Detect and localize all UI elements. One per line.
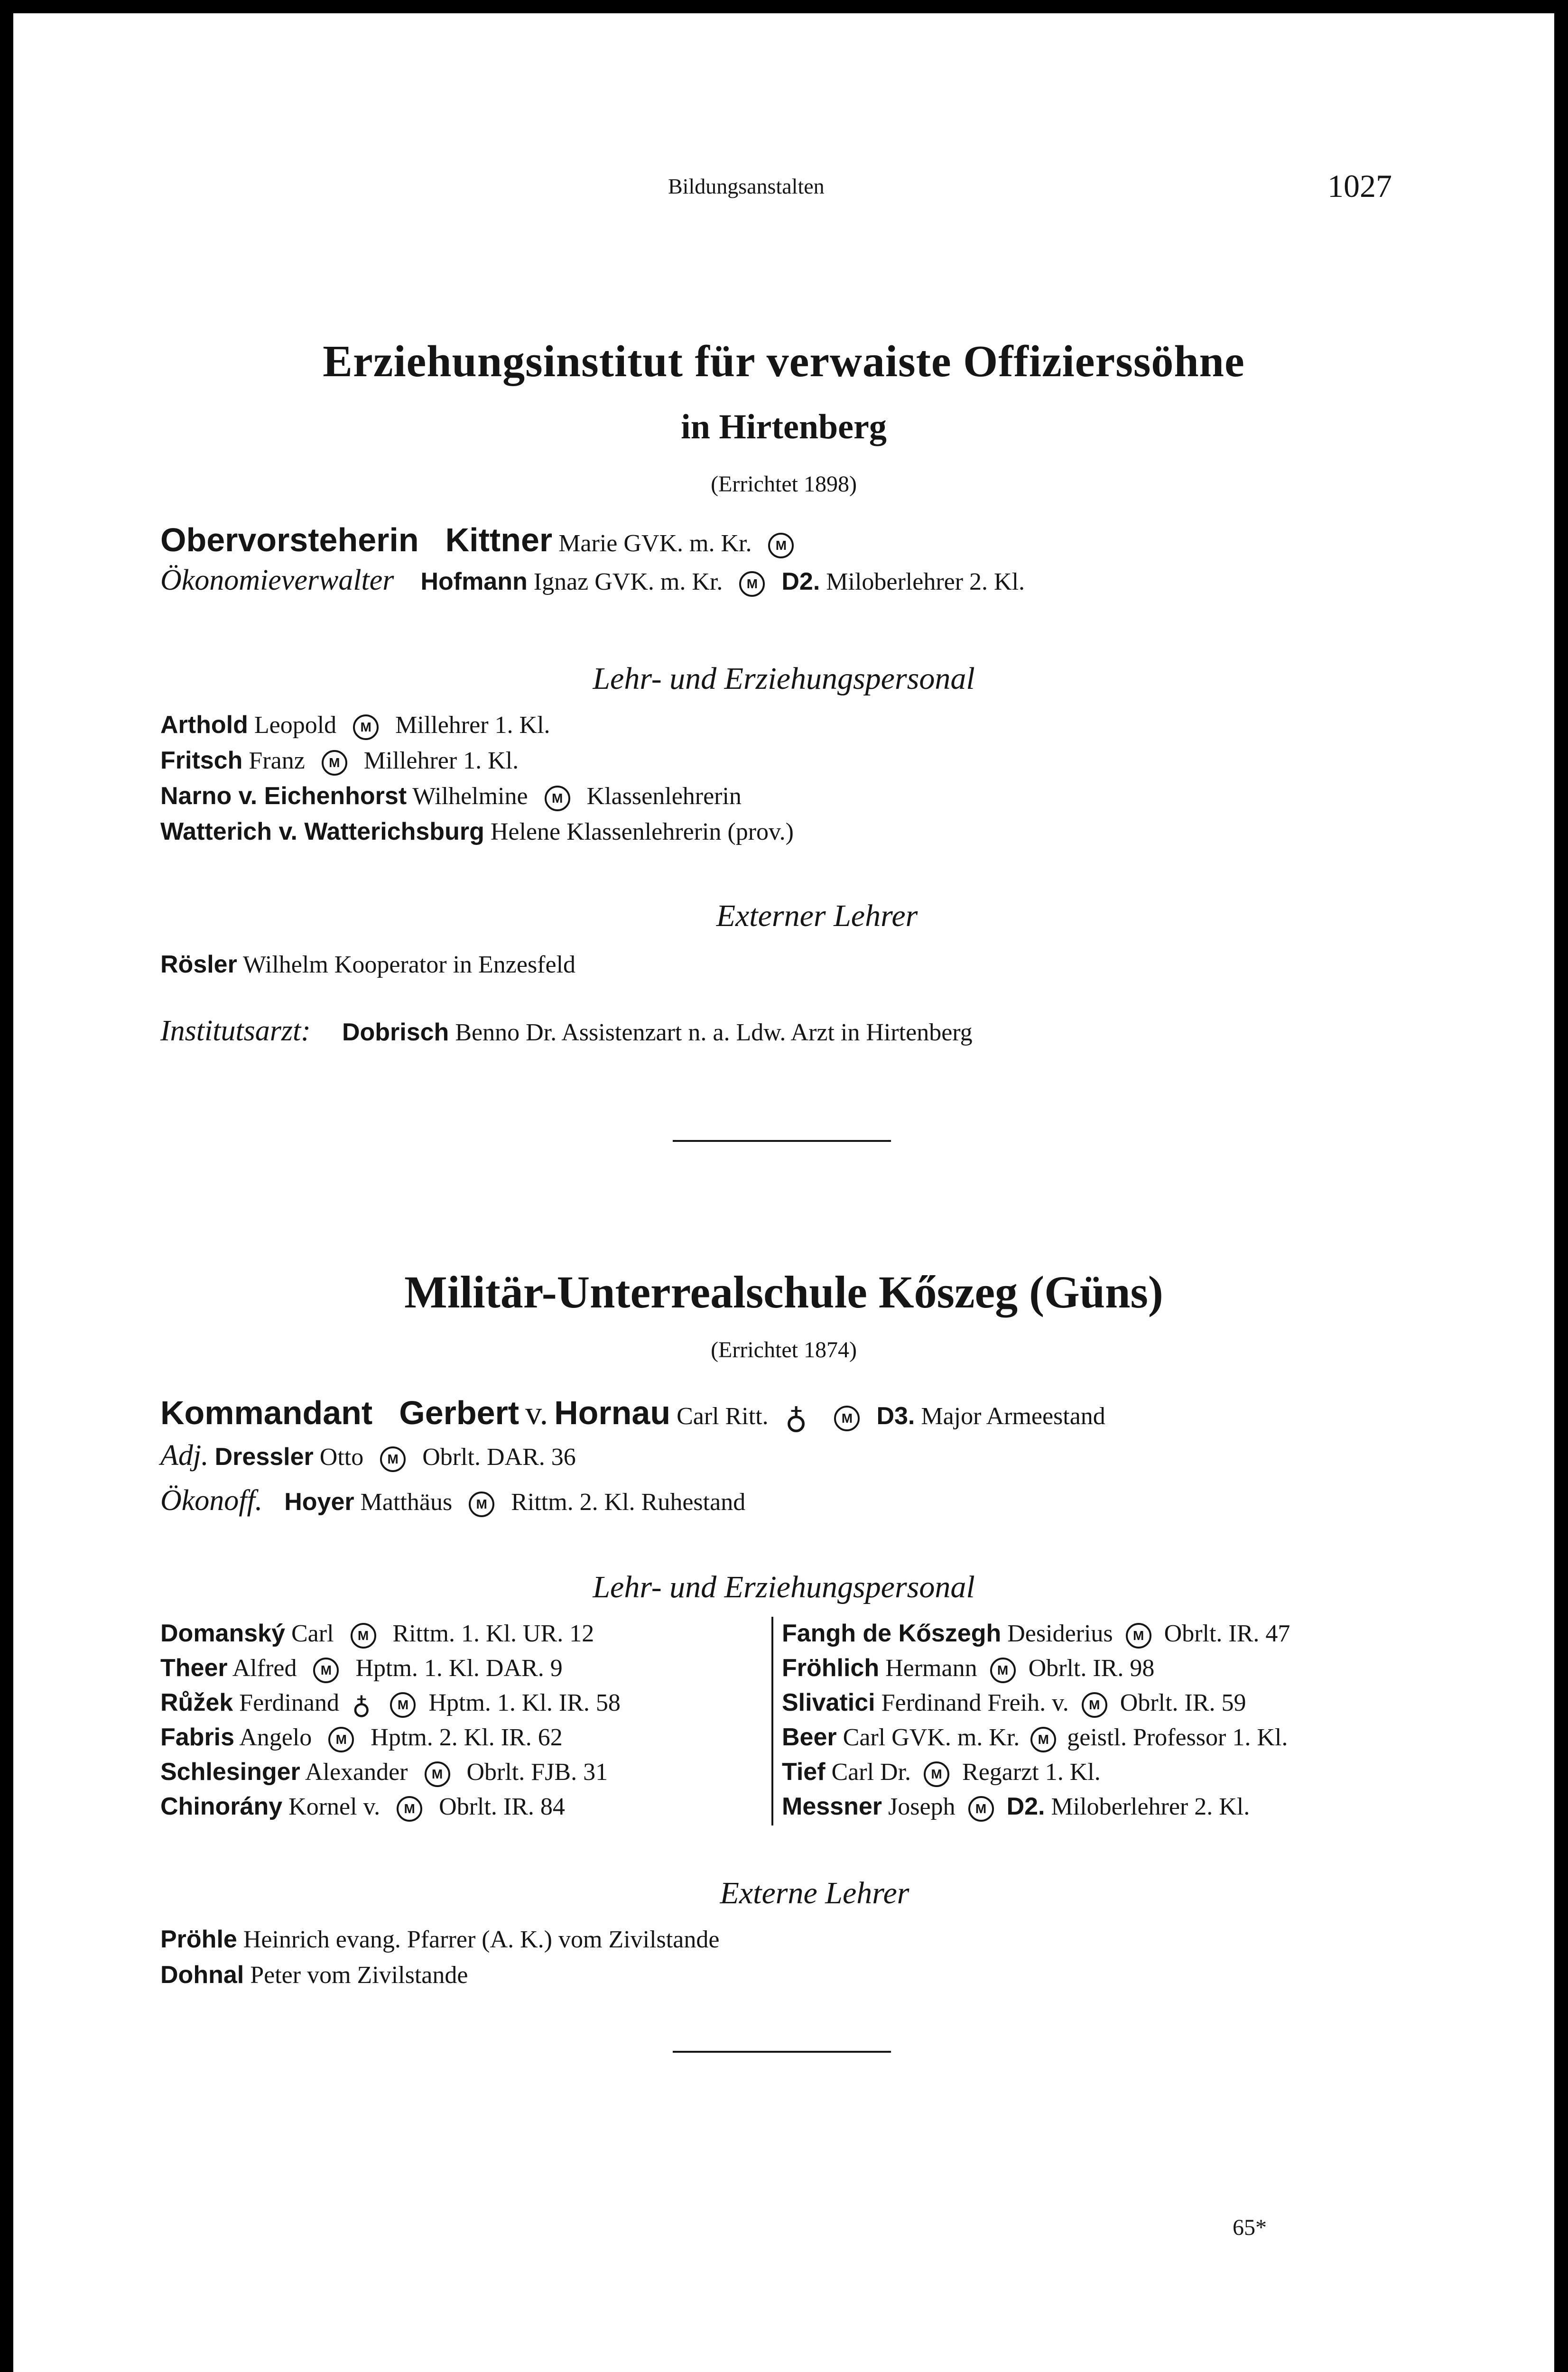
staff-surname: Růžek <box>160 1689 233 1716</box>
adjutant-role: Adj. <box>160 1439 209 1472</box>
staff-details: Obrlt. IR. 47 <box>1164 1620 1290 1647</box>
column-divider <box>771 1617 773 1825</box>
medal-badge-icon: M <box>351 1623 376 1649</box>
medal-badge-icon: M <box>390 1692 416 1718</box>
staff-given: Carl <box>291 1620 334 1647</box>
staff-surname: Fritsch <box>160 747 243 774</box>
staff-surname: Domanský <box>160 1620 285 1647</box>
okonoff-given: Matthäus <box>360 1489 453 1516</box>
staff-details: Rittm. 1. Kl. UR. 12 <box>392 1620 594 1647</box>
staff-surname: Arthold <box>160 711 248 739</box>
staff-details: geistl. Professor 1. Kl. <box>1067 1724 1288 1751</box>
school-founded: (Errichtet 1874) <box>711 1337 857 1362</box>
medal-badge-icon: M <box>924 1761 949 1787</box>
staff-entry <box>160 782 742 811</box>
external-details: Wilhelm Kooperator in Enzesfeld <box>242 951 576 978</box>
institute-title: Erziehungsinstitut für verwaiste Offizierssöhne <box>323 337 1245 386</box>
staff-details: Obrlt. IR. 84 <box>439 1793 565 1820</box>
staff-given: Franz <box>249 747 305 774</box>
staff-given: Alfred <box>232 1655 297 1682</box>
staff-given: Angelo <box>239 1724 312 1751</box>
staff-details: Hptm. 1. Kl. IR. 58 <box>428 1689 621 1716</box>
staff-details: Obrlt. IR. 59 <box>1120 1689 1246 1716</box>
head-details: Marie GVK. m. Kr. <box>558 530 752 557</box>
staff-entry <box>782 1723 1288 1752</box>
doctor-details: Benno Dr. Assistenzart n. a. Ldw. Arzt in Hirtenberg <box>455 1019 973 1046</box>
okonoff-surname: Hoyer <box>284 1488 354 1516</box>
staff-given: Carl Dr. <box>831 1759 911 1786</box>
staff-details: Miloberlehrer 2. Kl. <box>1051 1793 1250 1820</box>
staff-details: Hptm. 1. Kl. DAR. 9 <box>355 1655 563 1682</box>
staff-entry <box>782 1758 1101 1787</box>
staff-given: Helene <box>490 818 561 845</box>
staff-given: Hermann <box>885 1655 977 1682</box>
doctor-role: Institutsarzt: <box>160 1015 311 1047</box>
adjutant-details: Obrlt. DAR. 36 <box>422 1444 576 1471</box>
staff-surname: Fabris <box>160 1723 235 1751</box>
staff-entry <box>160 817 794 846</box>
staff-details: Obrlt. IR. 98 <box>1028 1655 1155 1682</box>
medal-badge-icon: M <box>425 1761 450 1787</box>
admin-given: Ignaz GVK. m. Kr. <box>533 568 723 595</box>
staff-grade: D2. <box>1006 1793 1045 1820</box>
external-entry <box>160 1925 719 1954</box>
orden-icon: ♁ <box>785 1401 807 1436</box>
staff-heading: Lehr- und Erziehungspersonal <box>593 661 975 696</box>
staff-entry <box>160 1654 563 1683</box>
external-surname: Dohnal <box>160 1961 244 1989</box>
medal-badge-icon: M <box>739 571 765 597</box>
medal-badge-icon: M <box>968 1796 994 1822</box>
medal-badge-icon: M <box>313 1658 339 1683</box>
staff-details: Klassenlehrerin (prov.) <box>566 818 794 845</box>
staff-given: Ferdinand <box>239 1689 339 1716</box>
external-entry <box>160 1961 468 1989</box>
medal-badge-icon: M <box>469 1492 494 1517</box>
staff-surname: Theer <box>160 1654 228 1682</box>
staff-entry <box>160 746 519 776</box>
adjutant-entry <box>160 1439 576 1473</box>
medal-badge-icon: M <box>1082 1692 1107 1718</box>
signature-mark: 65* <box>1233 2215 1267 2240</box>
external-surname: Pröhle <box>160 1926 237 1953</box>
admin-surname: Hofmann <box>420 568 528 595</box>
medal-badge-icon: M <box>397 1796 422 1822</box>
staff-given: Alexander <box>305 1759 408 1786</box>
medal-badge-icon: M <box>545 786 570 811</box>
medal-badge-icon: M <box>322 750 347 776</box>
staff-surname: Fröhlich <box>782 1654 880 1682</box>
medal-badge-icon: M <box>328 1727 354 1752</box>
page-number: 1027 <box>1327 168 1392 204</box>
commander-surname-2: Hornau <box>554 1394 671 1431</box>
staff-entry <box>782 1619 1290 1649</box>
staff-details: Regarzt 1. Kl. <box>962 1759 1101 1786</box>
medal-badge-icon: M <box>834 1406 860 1431</box>
staff-surname: Watterich v. Watterichsburg <box>160 818 484 845</box>
staff-surname: Schlesinger <box>160 1758 300 1786</box>
orden-icon: ♁ <box>352 1691 371 1720</box>
medal-badge-icon: M <box>1030 1727 1056 1752</box>
commander-role: Kommandant <box>160 1394 373 1431</box>
staff-entry <box>160 1792 565 1822</box>
external-heading: Externe Lehrer <box>720 1876 909 1910</box>
document-page <box>13 13 1554 2372</box>
medal-badge-icon: M <box>380 1446 406 1472</box>
staff-surname: Fangh de Kőszegh <box>782 1620 1002 1647</box>
staff-details: Obrlt. FJB. 31 <box>466 1759 608 1786</box>
staff-details: Millehrer 1. Kl. <box>395 712 550 739</box>
staff-entry <box>782 1792 1250 1822</box>
commander-details: Major Armeestand <box>921 1403 1105 1430</box>
running-title: Bildungsanstalten <box>668 174 825 198</box>
staff-given: Kornel v. <box>288 1793 380 1820</box>
staff-surname: Messner <box>782 1793 882 1820</box>
commander-given: Carl Ritt. <box>677 1403 769 1430</box>
institute-location: in Hirtenberg <box>681 408 887 446</box>
staff-details: Hptm. 2. Kl. IR. 62 <box>371 1724 563 1751</box>
commander-particle: v. <box>525 1395 548 1432</box>
head-entry <box>160 521 804 559</box>
staff-surname: Slivatici <box>782 1689 875 1716</box>
okonoff-role: Ökonoff. <box>160 1484 263 1517</box>
staff-given: Leopold <box>254 712 337 739</box>
admin-role: Ökonomieverwalter <box>160 564 394 596</box>
medal-badge-icon: M <box>768 533 794 558</box>
head-surname: Kittner <box>445 521 553 558</box>
adjutant-surname: Dressler <box>214 1443 314 1471</box>
external-entry <box>160 950 575 979</box>
commander-grade: D3. <box>876 1402 915 1430</box>
doctor-surname: Dobrisch <box>342 1019 449 1046</box>
staff-given: Ferdinand Freih. v. <box>881 1689 1069 1716</box>
staff-surname: Tief <box>782 1758 826 1786</box>
staff-entry <box>782 1688 1246 1718</box>
institute-founded: (Errichtet 1898) <box>711 472 857 497</box>
adjutant-given: Otto <box>319 1444 364 1471</box>
staff-surname: Narno v. Eichenhorst <box>160 782 407 810</box>
admin-entry <box>160 564 1025 597</box>
section-divider <box>673 2051 891 2053</box>
section-divider <box>673 1140 891 1142</box>
staff-entry <box>160 711 550 740</box>
staff-given: Joseph <box>888 1793 956 1820</box>
staff-entry <box>160 1758 608 1787</box>
medal-badge-icon: M <box>1126 1623 1151 1649</box>
staff-given: Desiderius <box>1007 1620 1113 1647</box>
external-details: Heinrich evang. Pfarrer (A. K.) vom Zivilstande <box>243 1926 720 1953</box>
head-role: Obervorsteherin <box>160 521 419 558</box>
school-title: Militär-Unterrealschule Kőszeg (Güns) <box>404 1267 1163 1317</box>
staff-given: Wilhelmine <box>412 783 528 810</box>
external-details: Peter vom Zivilstande <box>250 1962 468 1989</box>
staff-heading: Lehr- und Erziehungspersonal <box>593 1570 975 1604</box>
okonoff-details: Rittm. 2. Kl. Ruhestand <box>511 1489 746 1516</box>
staff-surname: Chinorány <box>160 1793 283 1820</box>
external-surname: Rösler <box>160 951 237 978</box>
medal-badge-icon: M <box>353 714 379 740</box>
staff-entry <box>160 1619 594 1649</box>
external-heading: Externer Lehrer <box>716 899 918 933</box>
okonoff-entry <box>160 1484 745 1518</box>
staff-surname: Beer <box>782 1723 837 1751</box>
admin-grade: D2. <box>781 568 820 595</box>
staff-given: Carl GVK. m. Kr. <box>843 1724 1020 1751</box>
doctor-entry <box>160 1014 973 1048</box>
staff-entry <box>782 1654 1154 1683</box>
medal-badge-icon: M <box>990 1658 1016 1683</box>
staff-entry <box>160 1688 621 1720</box>
staff-entry <box>160 1723 563 1752</box>
staff-details: Millehrer 1. Kl. <box>363 747 519 774</box>
admin-details: Miloberlehrer 2. Kl. <box>826 568 1025 595</box>
staff-details: Klassenlehrerin <box>586 783 742 810</box>
commander-surname: Gerbert <box>399 1394 520 1431</box>
commander-entry <box>160 1394 1105 1436</box>
